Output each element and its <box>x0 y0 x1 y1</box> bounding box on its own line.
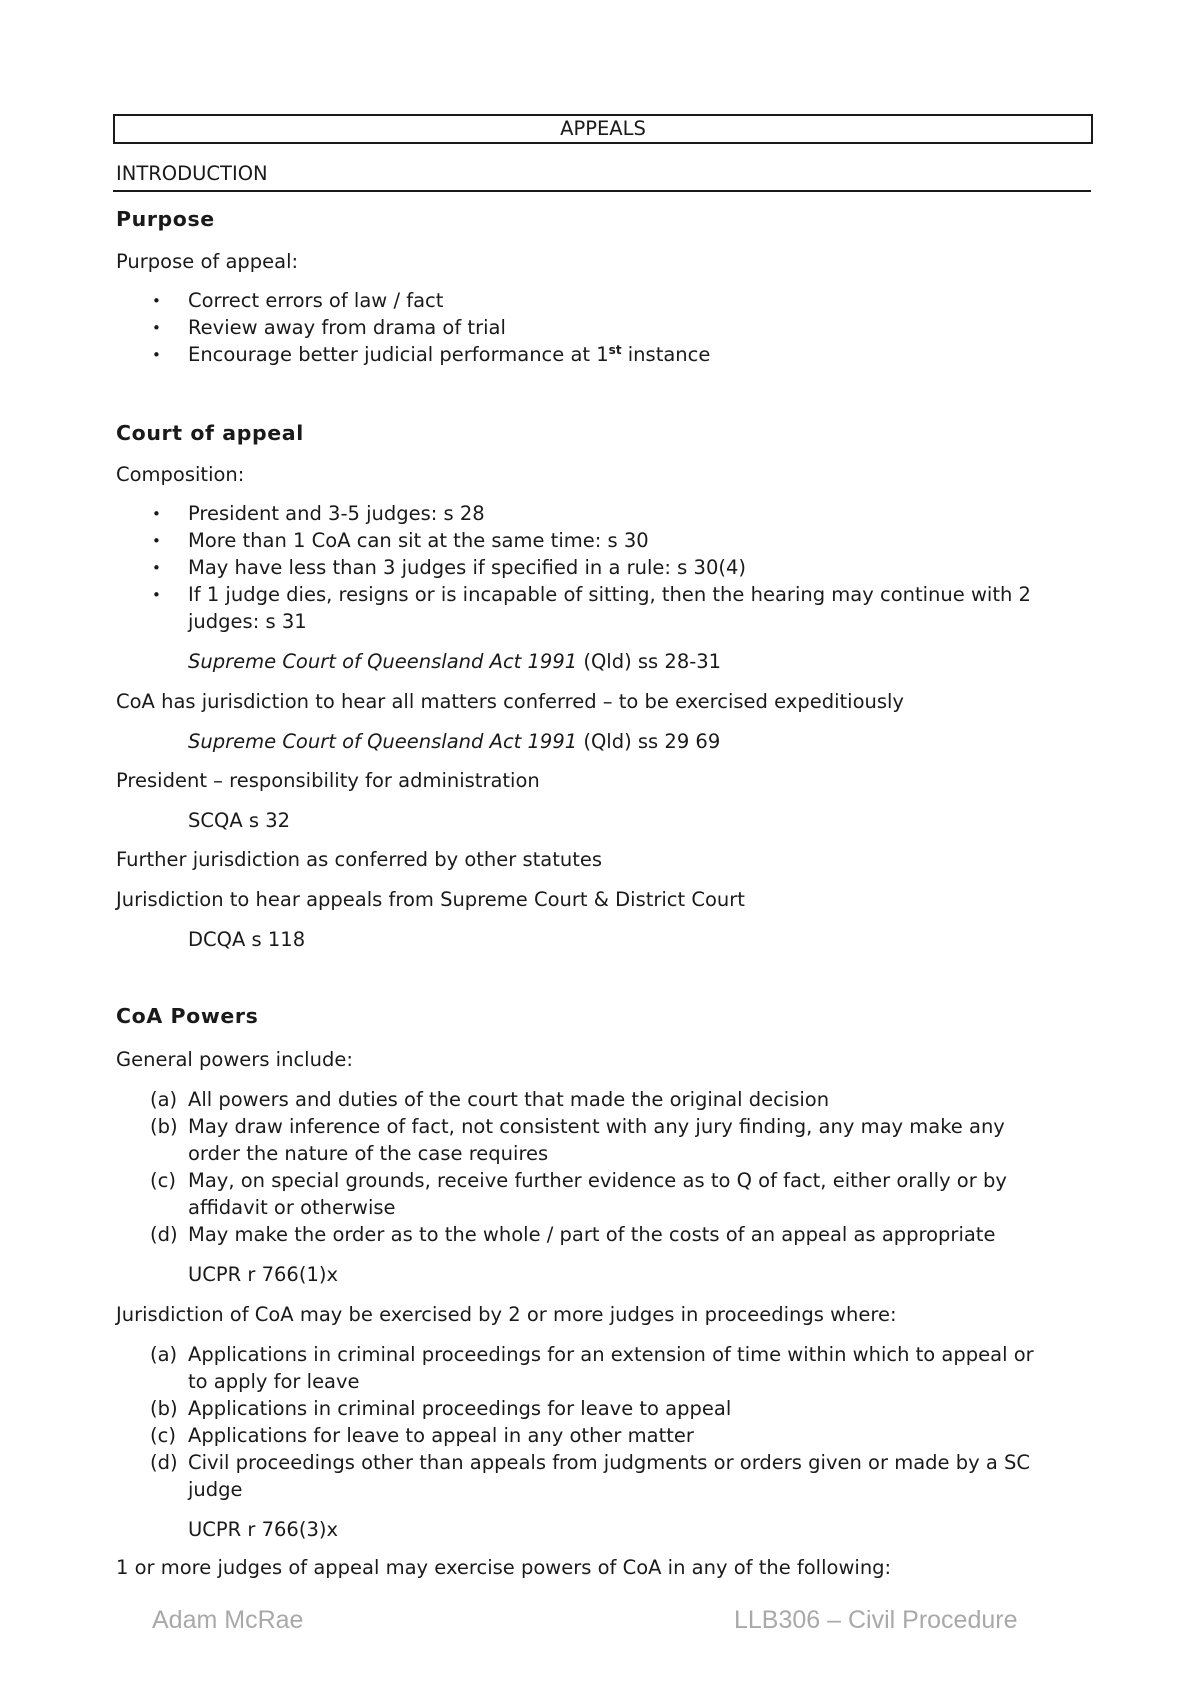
court-heading: Court of appeal <box>116 421 304 445</box>
list-item: Civil proceedings other than appeals from judgments or orders given or made by a SC <box>188 1451 1030 1474</box>
list-item: May make the order as to the whole / part of the costs of an appeal as appropriate <box>188 1223 996 1246</box>
list-item: May, on special grounds, receive further evidence as to Q of fact, either orally or by <box>188 1169 1007 1192</box>
footer-author: Adam McRae <box>152 1606 304 1634</box>
court-bullet: President and 3-5 judges: s 28 <box>188 502 485 525</box>
court-bullet-continued: judges: s 31 <box>188 610 307 633</box>
list-item: Applications in criminal proceedings for leave to appeal <box>188 1397 732 1420</box>
bullet-icon: • <box>152 346 161 364</box>
purpose-bullet: Review away from drama of trial <box>188 316 506 339</box>
list-item: May draw inference of fact, not consistent with any jury finding, any may make any <box>188 1115 1005 1138</box>
bullet-icon: • <box>152 586 161 604</box>
list-label: (b) <box>150 1397 178 1420</box>
powers-heading: CoA Powers <box>116 1004 259 1028</box>
paragraph: Jurisdiction of CoA may be exercised by 2 or more judges in proceedings where: <box>116 1303 897 1326</box>
list-label: (d) <box>150 1451 178 1474</box>
powers-intro: General powers include: <box>116 1048 353 1071</box>
citation: UCPR r 766(3)x <box>188 1518 338 1541</box>
section-rule <box>113 190 1091 192</box>
list-item: Applications in criminal proceedings for an extension of time within which to appeal or <box>188 1343 1034 1366</box>
citation: Supreme Court of Queensland Act 1991 (Qld) ss 29 69 <box>188 730 721 753</box>
purpose-bullet: Correct errors of law / fact <box>188 289 444 312</box>
citation: UCPR r 766(1)x <box>188 1263 338 1286</box>
purpose-bullet: Encourage better judicial performance at 1st instance <box>188 343 711 366</box>
bullet-icon: • <box>152 292 161 310</box>
list-label: (d) <box>150 1223 178 1246</box>
court-bullet: If 1 judge dies, resigns or is incapable of sitting, then the hearing may continue with 2 <box>188 583 1031 606</box>
citation: DCQA s 118 <box>188 928 306 951</box>
paragraph: 1 or more judges of appeal may exercise powers of CoA in any of the following: <box>116 1556 892 1579</box>
section-heading: INTRODUCTION <box>116 162 268 185</box>
court-bullet: More than 1 CoA can sit at the same time: s 30 <box>188 529 649 552</box>
list-item-continued: affidavit or otherwise <box>188 1196 396 1219</box>
list-label: (c) <box>150 1424 176 1447</box>
list-label: (a) <box>150 1088 178 1111</box>
list-item-continued: order the nature of the case requires <box>188 1142 549 1165</box>
bullet-icon: • <box>152 559 161 577</box>
court-intro: Composition: <box>116 463 245 486</box>
citation: SCQA s 32 <box>188 809 291 832</box>
paragraph: Jurisdiction to hear appeals from Supreme Court & District Court <box>116 888 745 911</box>
list-item-continued: to apply for leave <box>188 1370 360 1393</box>
document-title: APPEALS <box>113 114 1093 144</box>
list-label: (c) <box>150 1169 176 1192</box>
purpose-heading: Purpose <box>116 207 215 231</box>
court-bullet: May have less than 3 judges if specified in a rule: s 30(4) <box>188 556 746 579</box>
paragraph: CoA has jurisdiction to hear all matters conferred – to be exercised expeditiously <box>116 690 904 713</box>
paragraph: Further jurisdiction as conferred by other statutes <box>116 848 603 871</box>
citation: Supreme Court of Queensland Act 1991 (Qld) ss 28-31 <box>188 650 722 673</box>
bullet-icon: • <box>152 319 161 337</box>
list-item: All powers and duties of the court that made the original decision <box>188 1088 830 1111</box>
list-label: (a) <box>150 1343 178 1366</box>
bullet-icon: • <box>152 532 161 550</box>
purpose-intro: Purpose of appeal: <box>116 250 299 273</box>
list-label: (b) <box>150 1115 178 1138</box>
bullet-icon: • <box>152 505 161 523</box>
footer-course: LLB306 – Civil Procedure <box>734 1606 1018 1634</box>
list-item-continued: judge <box>188 1478 243 1501</box>
list-item: Applications for leave to appeal in any other matter <box>188 1424 694 1447</box>
paragraph: President – responsibility for administration <box>116 769 540 792</box>
